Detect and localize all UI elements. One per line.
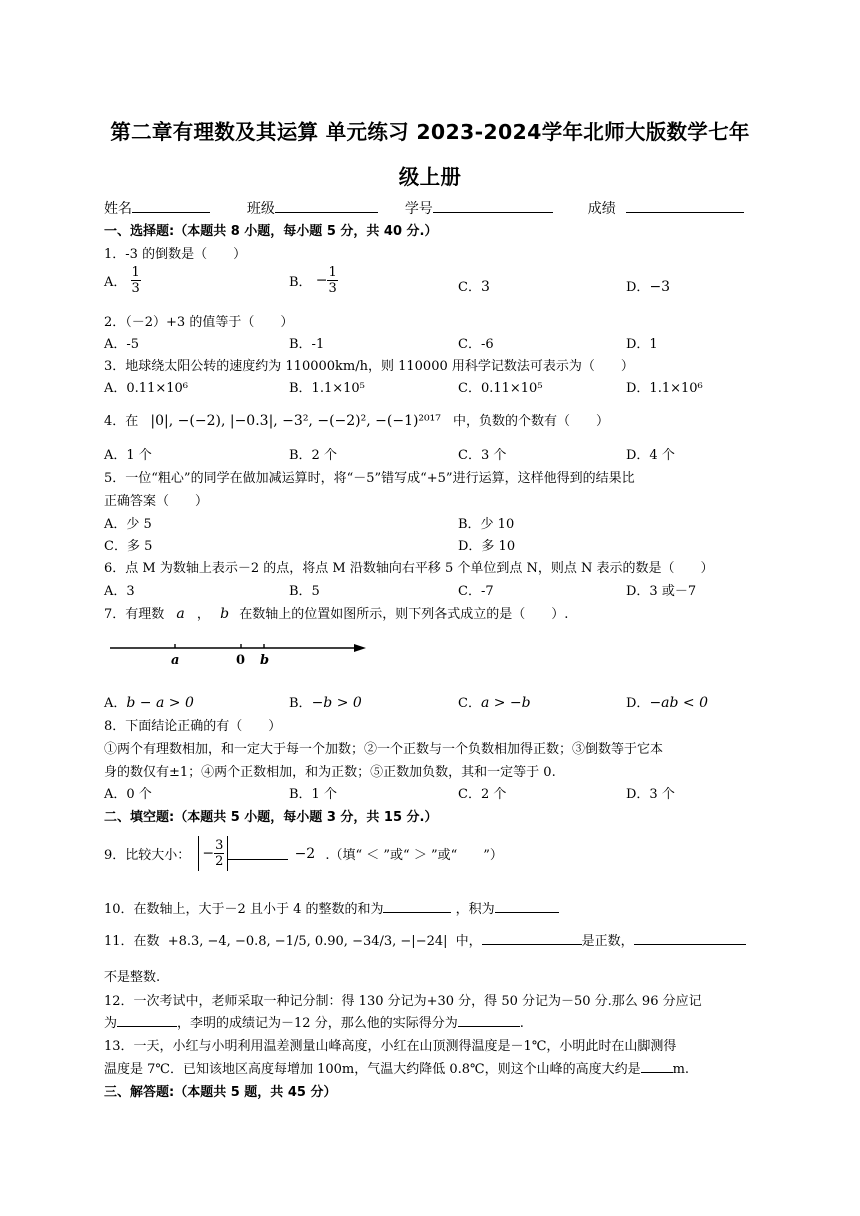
q10-product-blank[interactable] bbox=[495, 900, 559, 913]
q13-line2-text: 温度是 7℃．已知该地区高度每增加 100m，气温大约降低 0.8℃，则这个山峰的高度大约是 bbox=[104, 1062, 641, 1077]
q1-a-fraction: $\frac{1}{3}$ bbox=[131, 265, 140, 296]
q3-option-a: A．0.11×10⁶ bbox=[104, 381, 188, 396]
q7-c-label: C． bbox=[458, 696, 481, 711]
q7-b-value: −b > 0 bbox=[311, 695, 362, 711]
q7-stem-post: 在数轴上的位置如图所示，则下列各式成立的是（ ）. bbox=[239, 607, 569, 622]
score-label: 成绩 bbox=[587, 201, 616, 217]
q6-stem: 6．点 M 为数轴上表示－2 的点，将点 M 沿数轴向右平移 5 个单位到点 N，则点 N 表示的数是（ ） bbox=[104, 561, 714, 576]
q8-option-a: A．0 个 bbox=[104, 787, 152, 802]
q5-option-c: C．多 5 bbox=[104, 539, 153, 554]
q13-height-blank[interactable] bbox=[641, 1060, 673, 1073]
q4-option-c: C．3 个 bbox=[458, 448, 507, 463]
q12-line1: 12．一次考试中，老师采取一种记分制：得 130 分记为+30 分，得 50 分记为－50 分.那么 96 分应记 bbox=[104, 994, 702, 1009]
q7-axis-label-a: a bbox=[171, 653, 180, 668]
q13-line1: 13．一天，小红与小明利用温差测量山峰高度，小红在山顶测得温度是－1℃，小明此时在山脚测得 bbox=[104, 1039, 677, 1054]
q8-option-c: C．2 个 bbox=[458, 787, 507, 802]
q4-expression: |0|, −(−2), |−0.3|, −3², −(−2)², −(−1)²⁰¹⁷ bbox=[150, 413, 441, 429]
q1-option-d: D．−3 bbox=[626, 279, 671, 295]
q4-option-d: D．4 个 bbox=[626, 448, 675, 463]
q12-score-blank[interactable] bbox=[117, 1014, 177, 1027]
q7-stem-mid: ， bbox=[196, 607, 210, 622]
q9-post: .（填“ ＜ ”或“ ＞ ”或“ ”） bbox=[325, 848, 503, 863]
q7-a-label: A． bbox=[104, 696, 127, 711]
q3-option-b: B．1.1×10⁵ bbox=[289, 381, 365, 396]
q1-b-label: B． bbox=[289, 275, 312, 290]
q8-stem: 8．下面结论正确的有（ ） bbox=[104, 719, 282, 734]
q9-pre: 9．比较大小： bbox=[104, 848, 191, 863]
q12-line2c: . bbox=[519, 1016, 524, 1031]
q11-mid2: 是正数， bbox=[581, 934, 634, 949]
q1-b-fraction: $\frac{1}{3}$ bbox=[328, 265, 337, 296]
q1-option-b: B． − $\frac{1}{3}$ bbox=[289, 265, 337, 296]
q9-abs-expression: − $\frac{3}{2}$ bbox=[198, 836, 228, 871]
q5-stem-line1: 5．一位“粗心”的同学在做加减运算时，将“－5”错写成“+5”进行运算，这样他得到的结果比 bbox=[104, 471, 635, 486]
q11-line2: 不是整数. bbox=[104, 970, 161, 985]
q13-line2-end: m. bbox=[672, 1062, 690, 1077]
q2-option-d: D．1 bbox=[626, 337, 658, 352]
q8-statements-line1: ①两个有理数相加，和一定大于每一个加数；②一个正数与一个负数相加得正数；③倒数等于它本 bbox=[104, 742, 664, 757]
q8-option-d: D．3 个 bbox=[626, 787, 675, 802]
q10-pre: 10．在数轴上，大于－2 且小于 4 的整数的和为 bbox=[104, 902, 384, 917]
q5-stem-line2: 正确答案（ ） bbox=[104, 494, 209, 509]
q4-stem-pre: 4．在 bbox=[104, 414, 139, 429]
q12-actual-blank[interactable] bbox=[458, 1014, 520, 1027]
q8-option-b: B．1 个 bbox=[289, 787, 337, 802]
doc-title-line2: 级上册 bbox=[398, 165, 462, 189]
q11-positive-blank[interactable] bbox=[482, 932, 582, 945]
q12-line2 bbox=[104, 1012, 524, 1031]
q5-option-d: D．多 10 bbox=[458, 539, 516, 554]
id-label: 学号 bbox=[404, 201, 433, 217]
q7-a-value: b − a > 0 bbox=[126, 695, 194, 711]
q9-denominator: 2 bbox=[215, 854, 224, 869]
q1-a-label: A． bbox=[104, 275, 127, 290]
q10 bbox=[104, 898, 559, 917]
q4-stem-post: 中，负数的个数有（ ） bbox=[453, 414, 610, 429]
name-label: 姓名 bbox=[104, 201, 132, 217]
q3-option-c: C．0.11×10⁵ bbox=[458, 381, 543, 396]
q11-expression: +8.3, −4, −0.8, −1/5, 0.90, −34/3, −|−24| bbox=[167, 934, 448, 949]
q9-rhs: −2 bbox=[294, 845, 316, 862]
q7-b-label: B． bbox=[289, 696, 312, 711]
q11-mid: 中， bbox=[455, 934, 482, 949]
q6-option-c: C．-7 bbox=[458, 584, 494, 599]
class-field[interactable] bbox=[275, 200, 378, 213]
class-label: 班级 bbox=[246, 201, 275, 217]
score-field[interactable] bbox=[626, 200, 744, 213]
q7-number-line bbox=[108, 634, 378, 674]
q7-var-a: a bbox=[176, 606, 185, 622]
q8-statements-line2: 身的数仅有±1；④两个正数相加，和为正数；⑤正数加负数，其和一定等于 0. bbox=[104, 765, 556, 780]
q11 bbox=[104, 930, 746, 949]
q7-d-value: −ab < 0 bbox=[649, 695, 709, 711]
q1-option-c: C．3 bbox=[458, 279, 490, 295]
q6-option-a: A．3 bbox=[104, 584, 135, 599]
q7-var-b: b bbox=[220, 606, 230, 622]
q1-stem: 1．-3 的倒数是（ ） bbox=[104, 247, 247, 262]
q3-option-d: D．1.1×10⁶ bbox=[626, 381, 703, 396]
q12-line2a: 为 bbox=[104, 1016, 118, 1031]
q2-option-c: C．-6 bbox=[458, 337, 494, 352]
section-answer-heading: 三、解答题:（本题共 5 题，共 45 分） bbox=[104, 1085, 337, 1100]
q7-stem-pre: 7．有理数 bbox=[104, 607, 165, 622]
q1-option-a bbox=[104, 265, 141, 296]
q2-option-b: B．-1 bbox=[289, 337, 325, 352]
q7-axis-label-0: 0 bbox=[236, 653, 246, 668]
q4-option-b: B．2 个 bbox=[289, 448, 337, 463]
q7-axis-label-b: b bbox=[260, 653, 270, 668]
q7-option-d bbox=[626, 692, 708, 711]
q6-option-b: B．5 bbox=[289, 584, 320, 599]
q1-c-label: C． bbox=[458, 280, 481, 295]
q10-sum-blank[interactable] bbox=[383, 900, 451, 913]
q10-mid: ，积为 bbox=[455, 902, 495, 917]
q7-option-c bbox=[458, 692, 531, 711]
name-field[interactable] bbox=[132, 200, 210, 213]
q7-option-a bbox=[104, 692, 194, 711]
q12-line2b: ，李明的成绩记为－12 分，那么他的实际得分为 bbox=[177, 1016, 458, 1031]
q6-option-d: D．3 或－7 bbox=[626, 584, 697, 599]
info-row bbox=[104, 198, 744, 218]
q9-answer-blank[interactable] bbox=[228, 847, 288, 860]
q3-stem: 3．地球绕太阳公转的速度约为 110000km/h，则 110000 用科学记数法可表示为（ ） bbox=[104, 359, 634, 374]
q5-option-a: A．少 5 bbox=[104, 517, 152, 532]
q4-stem bbox=[104, 410, 609, 429]
section-choice-heading: 一、选择题:（本题共 8 小题，每小题 5 分，共 40 分.） bbox=[104, 224, 438, 239]
q2-option-a: A．-5 bbox=[104, 337, 140, 352]
q2-stem: 2．（－2）+3 的值等于（ ） bbox=[104, 315, 294, 330]
id-field[interactable] bbox=[433, 200, 553, 213]
q5-option-b: B．少 10 bbox=[458, 517, 515, 532]
q13-line2 bbox=[104, 1058, 689, 1077]
q9-numerator: 3 bbox=[215, 838, 224, 853]
q11-nonint-blank[interactable] bbox=[634, 932, 746, 945]
section-fill-heading: 二、填空题:（本题共 5 小题，每小题 3 分，共 15 分.） bbox=[104, 810, 438, 825]
q4-option-a: A．1 个 bbox=[104, 448, 152, 463]
q7-c-value: a > −b bbox=[480, 695, 531, 711]
q1-d-label: D． bbox=[626, 280, 650, 295]
doc-title-line1: 第二章有理数及其运算 单元练习 2023-2024学年北师大版数学七年 bbox=[110, 120, 750, 144]
q9 bbox=[104, 836, 503, 871]
q7-stem bbox=[104, 603, 568, 622]
q7-option-b bbox=[289, 692, 362, 711]
q7-d-label: D． bbox=[626, 696, 650, 711]
q11-pre: 11．在数 bbox=[104, 934, 160, 949]
